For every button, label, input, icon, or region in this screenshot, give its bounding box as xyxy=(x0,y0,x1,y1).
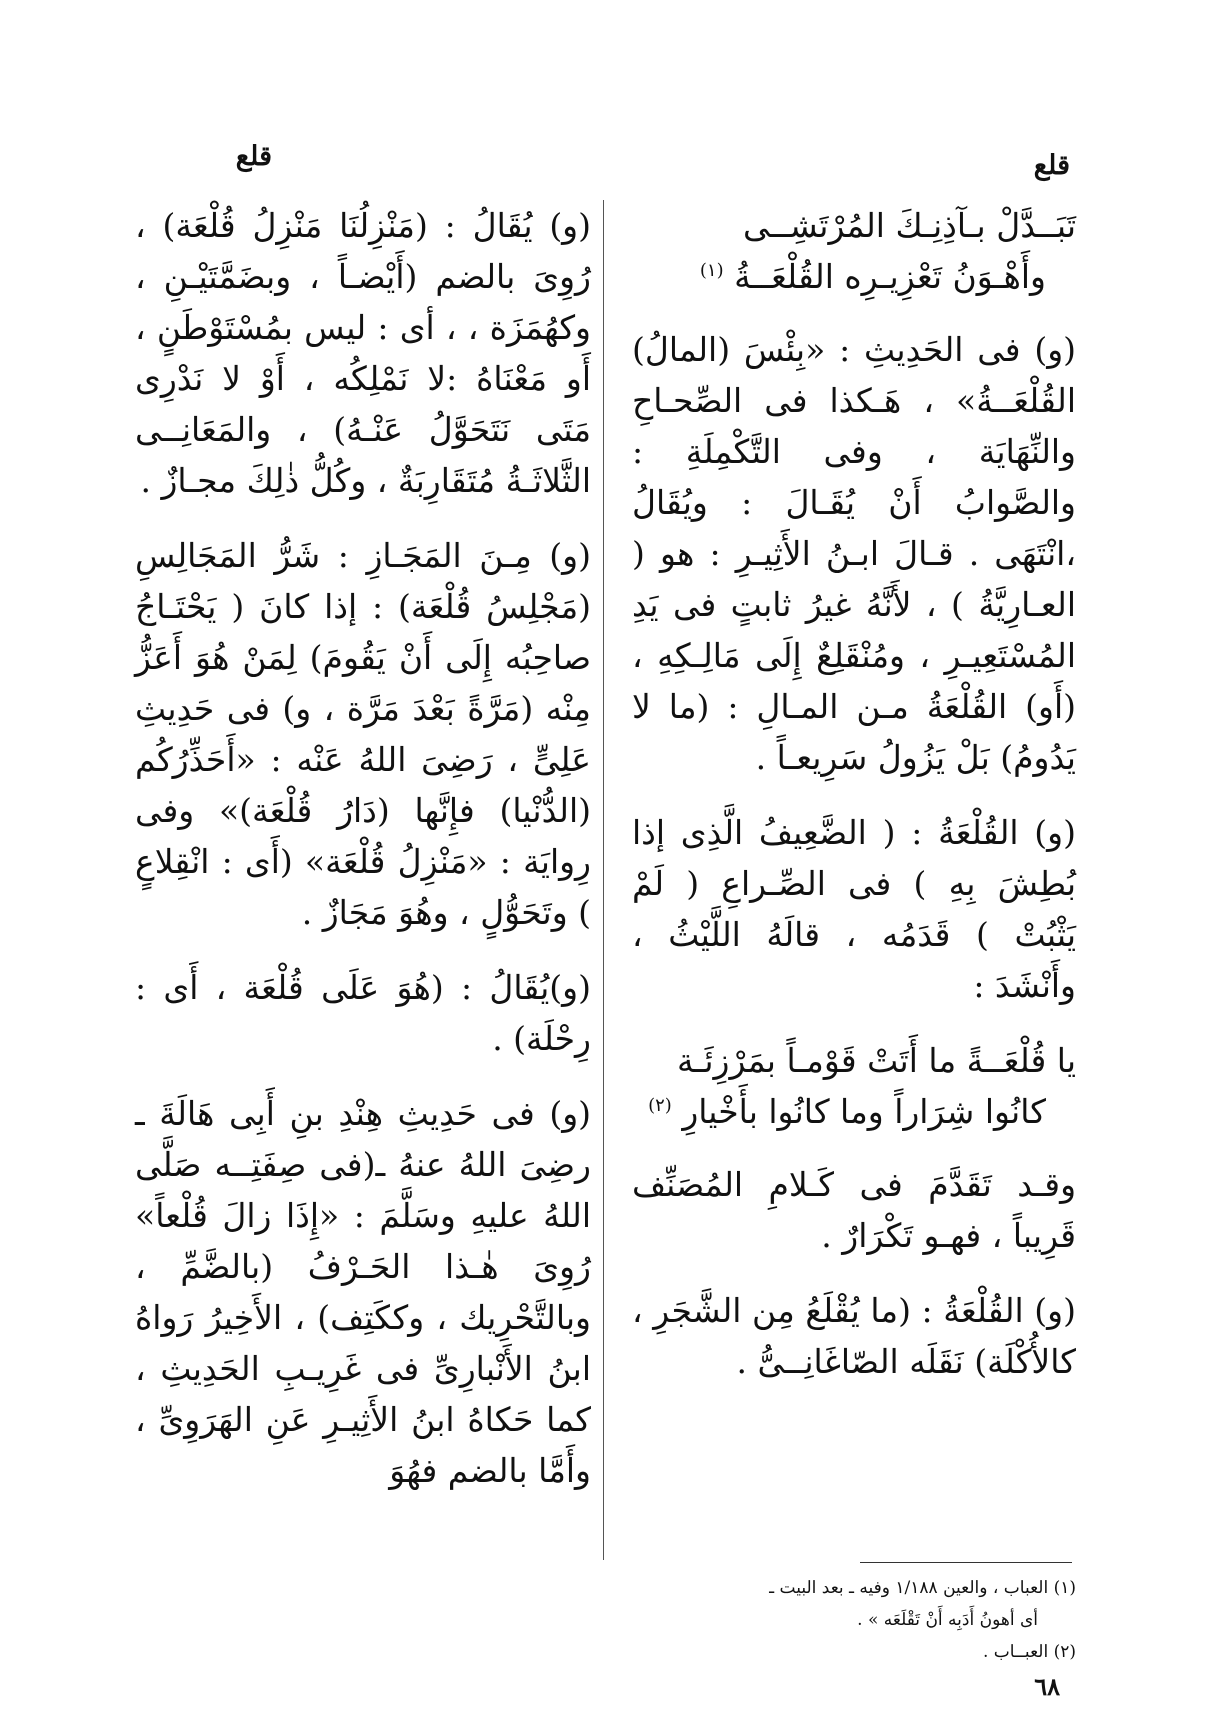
entry-paragraph: (و) فى الحَدِيثِ : «بِئْسَ (المالُ) القُلْعَــةُ» ، هَـكذا فى الصِّحـاحِ والنِّهَايَة ، وفى التَّكْمِلَةِ : والصَّوابُ أَنْ يُقَـالَ : ويُقَالُ ،انْتَهَى . قـالَ ابـنُ الأَثِيـرِ : هو ( العـارِيَّةُ ) ، لأَنَّهُ غيرُ ثابتٍ فى يَدِ المُسْتَعِيـرِ ، ومُنْقَلِعٌ إِلَى مَالِـكِهِ ، (أَو) القُلْعَةُ مـن المـالِ : (ما لا يَدُومُ) بَلْ يَزُولُ سَرِيعـاً . xyxy=(632,330,1076,777)
verse-1-line-1: تَبَــدَّلْ بـآذِنِـكَ المُرْتَشِــى xyxy=(743,206,1076,245)
footnote-ref-1: (١) xyxy=(699,260,724,281)
left-column xyxy=(135,200,591,1520)
footnote-ref-2: (٢) xyxy=(648,1095,672,1116)
entry-paragraph: (و) مِـنَ المَجَـازِ : شَرُّ المَجَالِسِ (مَجْلِسُ قُلْعَة) : إذا كانَ ( يَحْتَـاجُ صاحِبُه إِلَى أَنْ يَقُومَ) لِمَنْ هُوَ أَعَزُّ مِنْه (مَرَّةً بَعْدَ مَرَّة ، و) فى حَدِيثِ عَلِىٍّ ، رَضِىَ اللهُ عَنْه : «أَحَذِّرُكُم (الدُّنْيا) فإِنَّها (دَارُ قُلْعَة)» وفى رِوايَة : «مَنْزِلُ قُلْعَة» (أَى : انْقِلاعٍ ) وتَحَوُّلٍ ، وهُوَ مَجَازٌ . xyxy=(135,536,591,932)
right-column xyxy=(632,200,1076,1397)
verse-2-line-1: يا قُلْعَــةً ما أَتَتْ قَوْمـاً بمَرْزِئَـة xyxy=(677,1041,1076,1080)
entry-paragraph: (و) يُقَالُ : (مَنْزِلُنَا مَنْزِلُ قُلْعَة) ، رُوِىَ بالضم (أَيْضـاً ، وبضَمَّتَيْـنِ ، وكهُمَزَة ، ، أى : ليس بمُسْتَوْطَنٍ ، أَو مَعْنَاهُ :لا نَمْلِكُه ، أَوْ لا نَدْرِى مَتَى نَتَحَوَّلُ عَنْـهُ) ، والمَعَانِــى الثَّلاثَـةُ مُتَقَارِبَةٌ ، وكُلُّ ذٰلِكَ مجـازٌ . xyxy=(135,206,591,500)
footnote-divider xyxy=(860,1562,1072,1563)
footnote-1-continuation: أى أهونُ أَدَبِه أَنْ تَقْلَعَه » . xyxy=(857,1610,1038,1630)
entry-paragraph: (و) فى حَدِيثِ هِنْدِ بنِ أَبِى هَالَةَ ـ رضِىَ اللهُ عنهُ ـ(فى صِفَتِــه صَلَّى اللهُ عليهِ وسَلَّمَ : «إِذَا زالَ قُلْعاً» رُوِىَ هٰـذا الحَـرْفُ (بالضَّمِّ ، وبالتَّحْرِيك ، وككَتِف) ، الأَخِيرُ رَواهُ ابنُ الأَنْبارِىِّ فى غَرِيـبِ الحَدِيثِ ، كما حَكاهُ ابنُ الأَثِيـرِ عَنِ الهَرَوِىِّ ، وأَمَّا بالضم فهُوَ xyxy=(135,1094,591,1490)
footnotes xyxy=(632,1574,1076,1670)
running-header-left: قلع xyxy=(235,141,272,172)
footnote-2: (٢) العبــاب . xyxy=(982,1642,1076,1662)
entry-paragraph: وقـد تَقَدَّمَ فى كَـلامِ المُصَنِّف قَرِيباً ، فهـو تَكْرَارٌ . xyxy=(632,1165,1076,1255)
verse-couplet-1 xyxy=(632,200,1076,302)
verse-1-line-2 xyxy=(632,251,1076,302)
entry-paragraph: (و) القُلْعَةُ : ( الضَّعِيفُ الَّذِى إذا بُطِشَ بِهِ ) فى الصِّـراعِ ( لَمْ يَثْبُتْ ) قَدَمُه ، قالَهُ اللَّيْثُ ، وأَنْشَدَ : xyxy=(632,813,1076,1005)
verse-2-line-2-text: كانُوا شِرَاراً وما كانُوا بأَخْيارِ xyxy=(682,1092,1046,1131)
running-header-right: قلع xyxy=(1033,150,1070,181)
verse-couplet-2 xyxy=(632,1035,1076,1137)
page-number: ٦٨ xyxy=(1034,1672,1060,1701)
verse-1-line-2-text: وأَهْـوَنُ تَعْزِيـرِه القُلْعَــةُ xyxy=(734,257,1046,296)
entry-paragraph: (و) القُلْعَةُ : (ما يُقْلَعُ مِن الشَّجَرِ ، كالأُكْلَة) نَقَلَه الصّاغَانِــىُّ . xyxy=(632,1291,1076,1381)
column-divider xyxy=(603,200,604,1560)
verse-2-line-2 xyxy=(632,1086,1076,1137)
entry-paragraph: (و)يُقَالُ : (هُوَ عَلَى قُلْعَة ، أَى : رِحْلَة) . xyxy=(135,968,591,1058)
footnote-1: (١) العباب ، والعين ١/١٨٨ وفيه ـ بعد البيت ـ xyxy=(769,1578,1076,1598)
